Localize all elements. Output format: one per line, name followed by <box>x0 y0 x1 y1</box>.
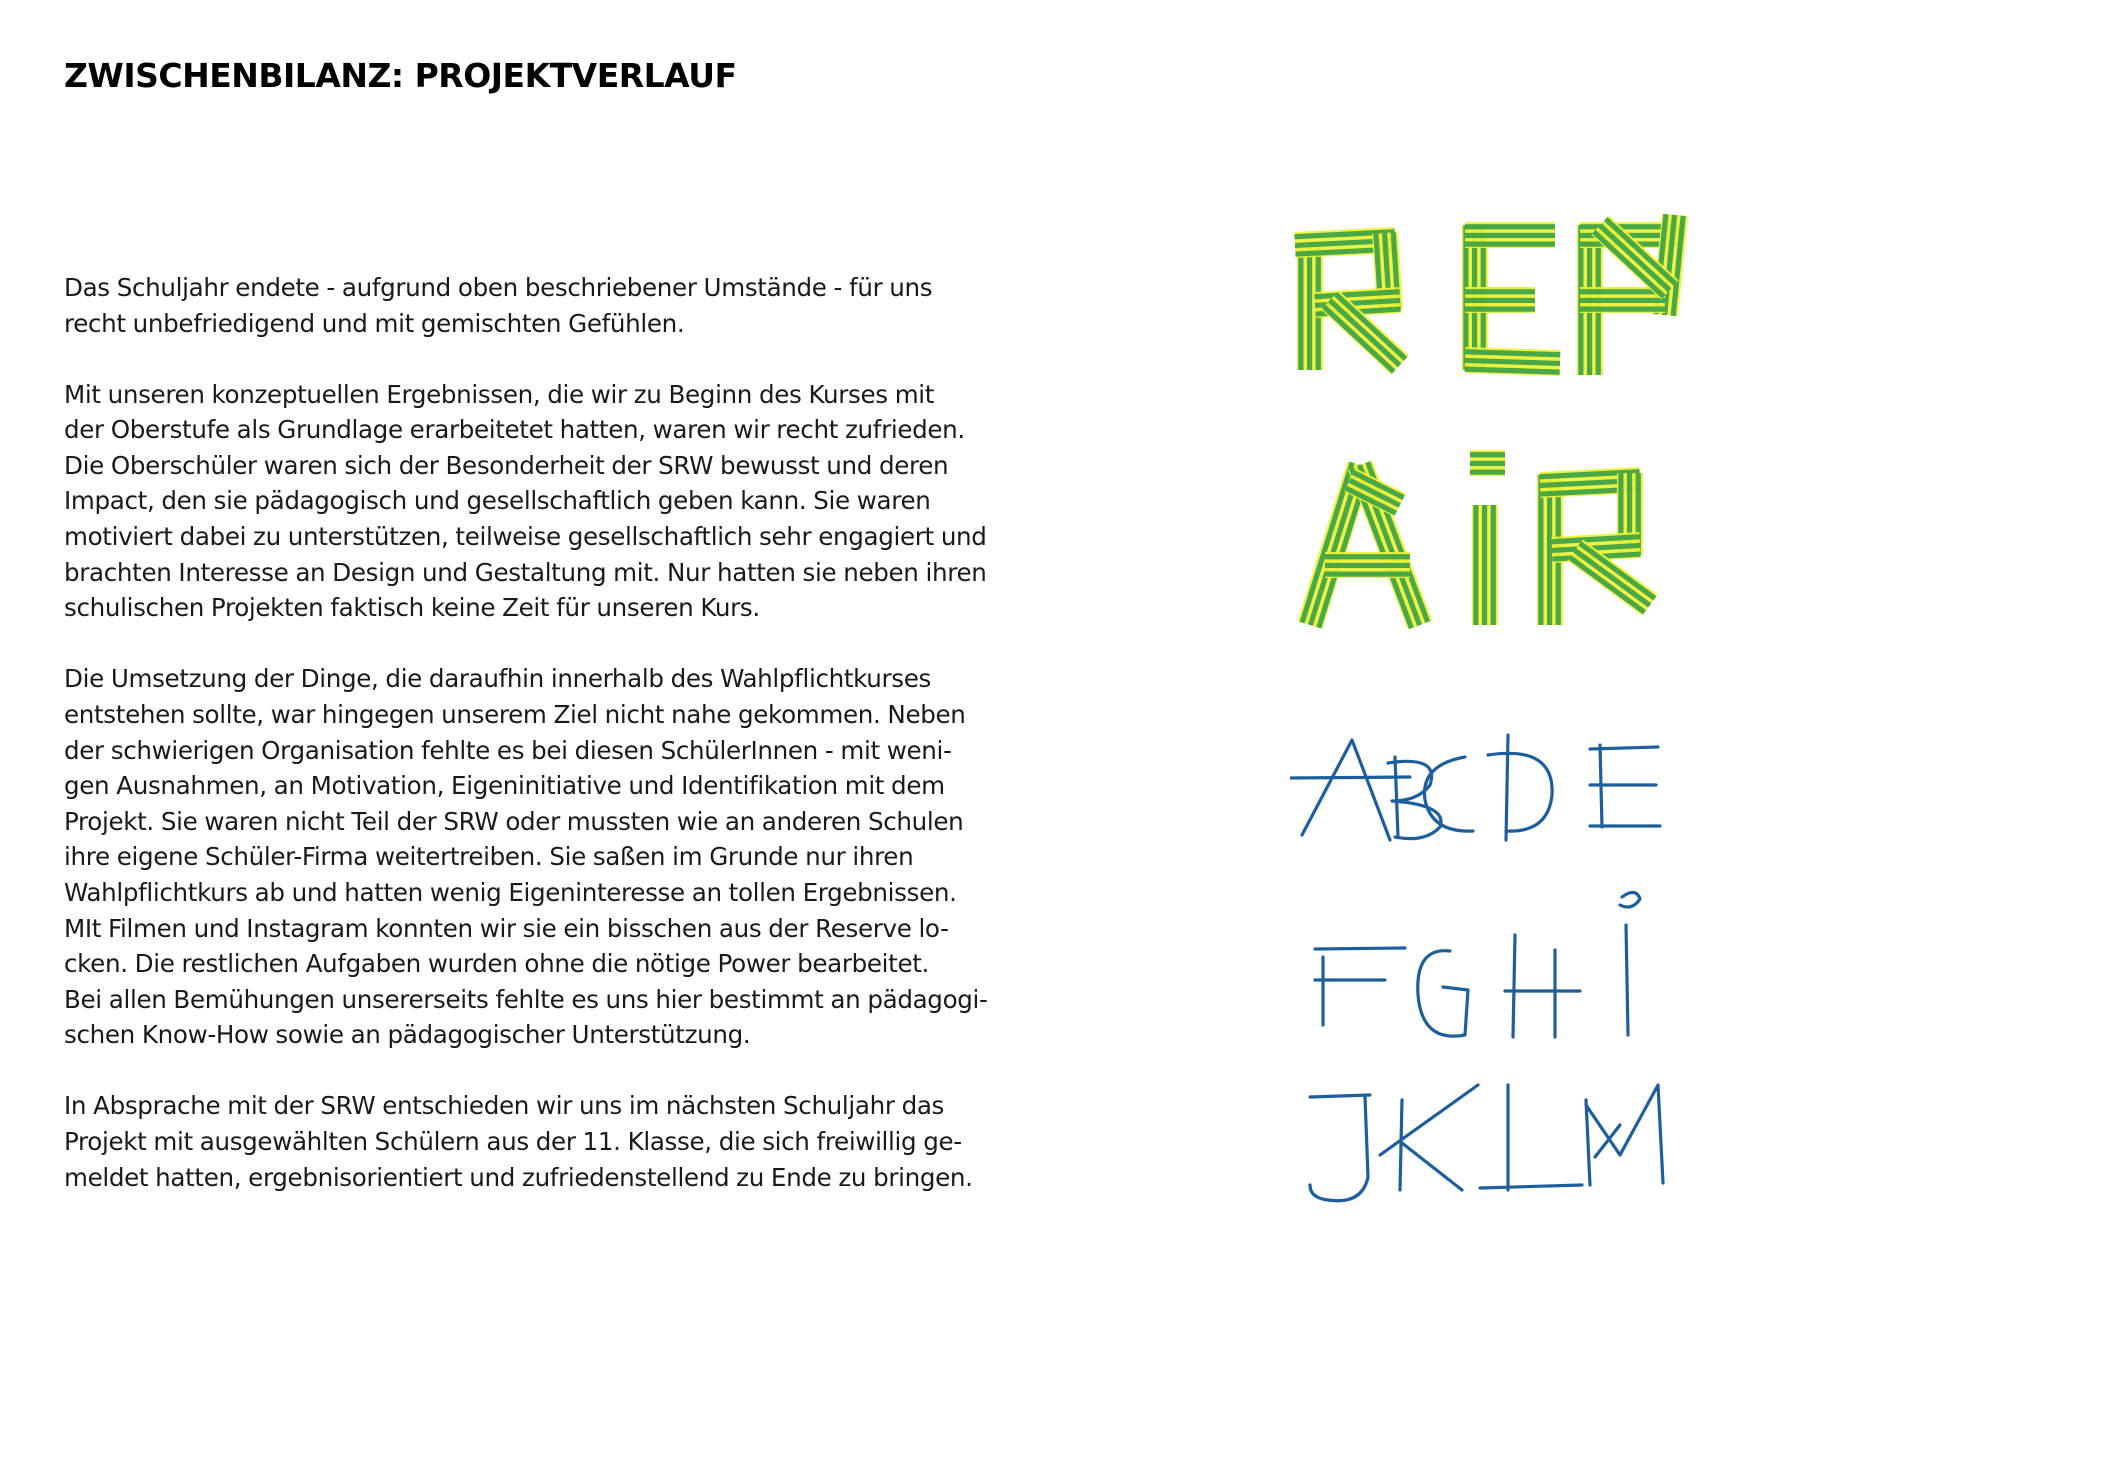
text-line: brachten Interesse an Design und Gestaltung mit. Nur hatten sie neben ihren <box>64 557 987 587</box>
paragraph-2 <box>64 377 1004 626</box>
tape-letter-i-stem <box>1472 505 1498 625</box>
wire-letter-d <box>1488 735 1552 840</box>
wire-letter-j <box>1310 1095 1370 1201</box>
text-line: Die Umsetzung der Dinge, die daraufhin innerhalb des Wahlpflichtkurses <box>64 664 931 694</box>
text-line: entstehen sollte, war hingegen unserem Ziel nicht nahe gekommen. Neben <box>64 699 966 729</box>
text-line: Mit unseren konzeptuellen Ergebnissen, die wir zu Beginn des Kurses mit <box>64 379 935 409</box>
wire-letter-h <box>1505 935 1580 1037</box>
text-line: Wahlpflichtkurs ab und hatten wenig Eigeninteresse an tollen Ergebnissen. <box>64 877 957 907</box>
body-text <box>64 270 1004 1231</box>
text-line: recht unbefriedigend und mit gemischten Gefühlen. <box>64 308 685 338</box>
text-line: ihre eigene Schüler-Firma weitertreiben. Sie saßen im Grunde nur ihren <box>64 842 914 872</box>
text-line: Die Oberschüler waren sich der Besonderheit der SRW bewusst und deren <box>64 450 949 480</box>
wire-letter-g <box>1418 951 1468 1036</box>
wire-letter-c <box>1425 757 1474 831</box>
paragraph-1 <box>64 270 1004 341</box>
text-line: gen Ausnahmen, an Motivation, Eigeninitiative und Identifikation mit dem <box>64 771 945 801</box>
text-line: MIt Filmen und Instagram konnten wir sie ein bisschen aus der Reserve lo- <box>64 913 949 943</box>
page-title: ZWISCHENBILANZ: PROJEKTVERLAUF <box>64 56 737 95</box>
text-line: schulischen Projekten faktisch keine Zeit für unseren Kurs. <box>64 593 760 623</box>
paragraph-4 <box>64 1088 1004 1195</box>
tape-letter-e-top <box>1465 222 1555 248</box>
text-line: meldet hatten, ergebnisorientiert und zufriedenstellend zu Ende zu bringen. <box>64 1162 973 1192</box>
typography-artwork <box>1290 205 1810 1265</box>
wire-letter-l <box>1480 1085 1582 1190</box>
wire-letter-i <box>1620 892 1640 1035</box>
text-line: Impact, den sie pädagogisch und gesellschaftlich geben kann. Sie waren <box>64 486 931 516</box>
alphabet-wire-lettering <box>1290 735 1663 1201</box>
lettering-illustration <box>1290 205 1810 1265</box>
text-line: Bei allen Bemühungen unsererseits fehlte es uns hier bestimmt an pädagogi- <box>64 984 988 1014</box>
tape-letter-a-bar <box>1325 552 1410 578</box>
tape-letter-e-mid <box>1465 287 1535 313</box>
text-line: Projekt mit ausgewählten Schülern aus der 11. Klasse, die sich freiwillig ge- <box>64 1126 962 1156</box>
repair-tape-lettering <box>1294 214 1688 630</box>
text-line: der schwierigen Organisation fehlte es bei diesen SchülerInnen - mit weni- <box>64 735 952 765</box>
text-line: der Oberstufe als Grundlage erarbeitetet hatten, waren wir recht zufrieden. <box>64 415 965 445</box>
wire-letter-e <box>1590 745 1660 827</box>
text-line: cken. Die restlichen Aufgaben wurden ohne die nötige Power bearbeitet. <box>64 949 929 979</box>
wire-letter-f <box>1315 948 1405 1025</box>
text-line: Das Schuljahr endete - aufgrund oben beschriebener Umstände - für uns <box>64 273 933 302</box>
paragraph-3 <box>64 661 1004 1053</box>
text-line: schen Know-How sowie an pädagogischer Unterstützung. <box>64 1020 751 1050</box>
text-line: Projekt. Sie waren nicht Teil der SRW oder mussten wie an anderen Schulen <box>64 806 964 836</box>
wire-letter-k <box>1380 1085 1478 1190</box>
wire-letter-m <box>1586 1085 1663 1185</box>
text-line: In Absprache mit der SRW entschieden wir uns im nächsten Schuljahr das <box>64 1091 945 1121</box>
tape-letter-e-bottom <box>1465 347 1561 376</box>
text-line: motiviert dabei zu unterstützen, teilweise gesellschaftlich sehr engagiert und <box>64 522 987 552</box>
wire-letter-a <box>1290 740 1410 840</box>
tape-letter-i-dot <box>1470 450 1505 476</box>
